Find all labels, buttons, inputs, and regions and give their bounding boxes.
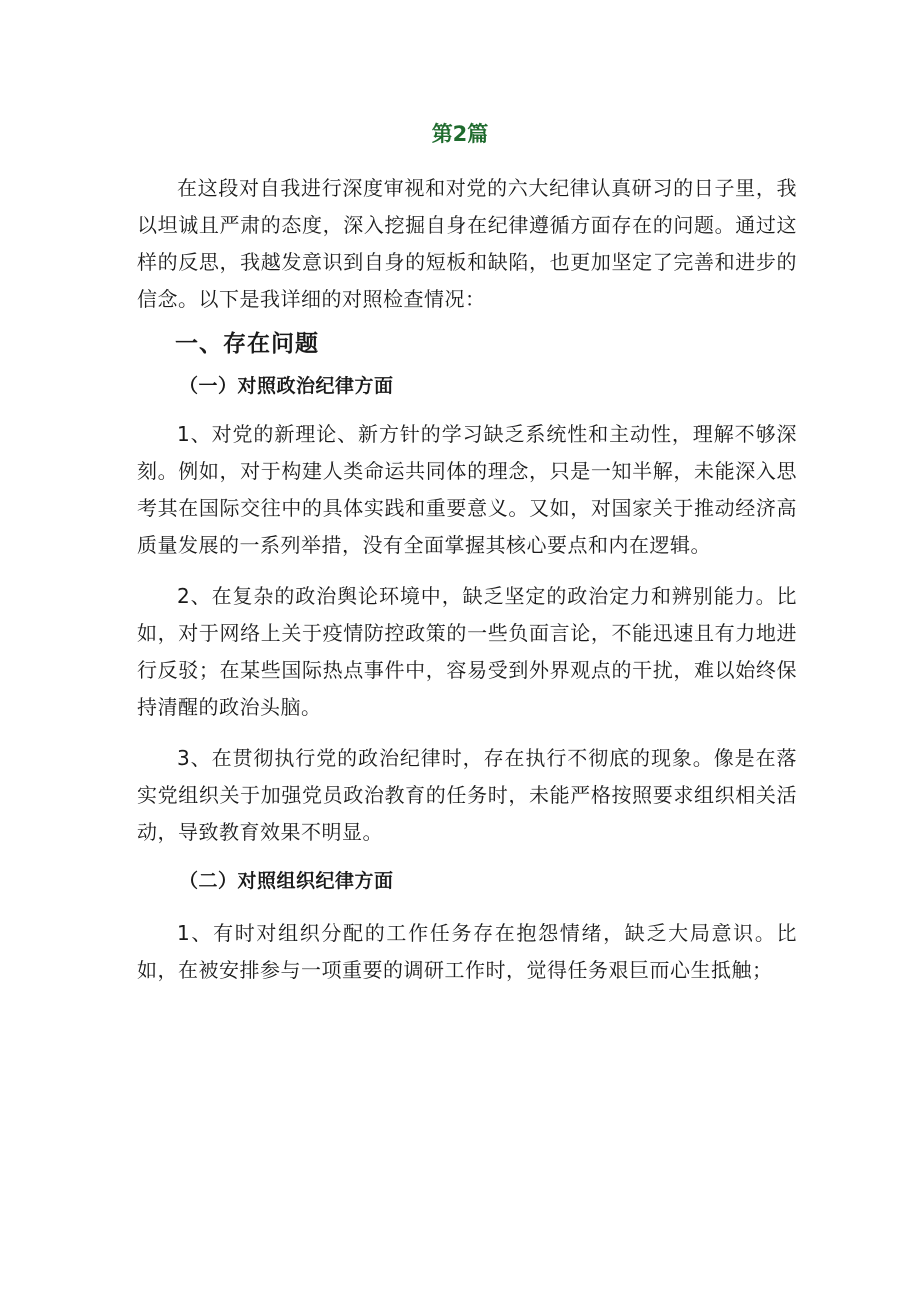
subsection-heading-organizational: （二）对照组织纪律方面 [179,870,394,892]
political-item-2 [137,578,797,726]
item-number: 3 [177,746,191,770]
item-number: 1 [177,921,191,945]
section-heading-problems: 一、存在问题 [175,331,319,357]
intro-paragraph: 在这段对自我进行深度审视和对党的六大纪律认真研习的日子里，我以坦诚且严肃的态度，深入挖掘自身在纪律遵循方面存在的问题。通过这样的反思，我越发意识到自身的短板和缺陷，也更加坚定了完善和进步的信念。以下是我详细的对照检查情况： [137,176,797,311]
item-number: 2 [177,584,191,608]
item-text: 、在复杂的政治舆论环境中，缺乏坚定的政治定力和辨别能力。比如，对于网络上关于疫情防控政策的一些负面言论，不能迅速且有力地进行反驳；在某些国际热点事件中，容易受到外界观点的干扰，难以始终保持清醒的政治头脑。 [137,584,797,719]
item-text: 、在贯彻执行党的政治纪律时，存在执行不彻底的现象。像是在落实党组织关于加强党员政治教育的任务时，未能严格按照要求组织相关活动，导致教育效果不明显。 [137,746,797,844]
item-text: 、对党的新理论、新方针的学习缺乏系统性和主动性，理解不够深刻。例如，对于构建人类命运共同体的理念，只是一知半解，未能深入思考其在国际交往中的具体实践和重要意义。又如，对国家关于推动经济高质量发展的一系列举措，没有全面掌握其核心要点和内在逻辑。 [137,422,797,557]
political-item-1 [137,416,797,564]
item-number: 1 [177,422,191,446]
organizational-item-1 [137,915,797,989]
document-title: 第2篇 [431,122,489,146]
subsection-heading-political: （一）对照政治纪律方面 [179,375,394,397]
document-body [137,170,797,989]
item-text: 、有时对组织分配的工作任务存在抱怨情绪，缺乏大局意识。比如，在被安排参与一项重要的调研工作时，觉得任务艰巨而心生抵触； [137,921,797,982]
political-item-3 [137,740,797,851]
